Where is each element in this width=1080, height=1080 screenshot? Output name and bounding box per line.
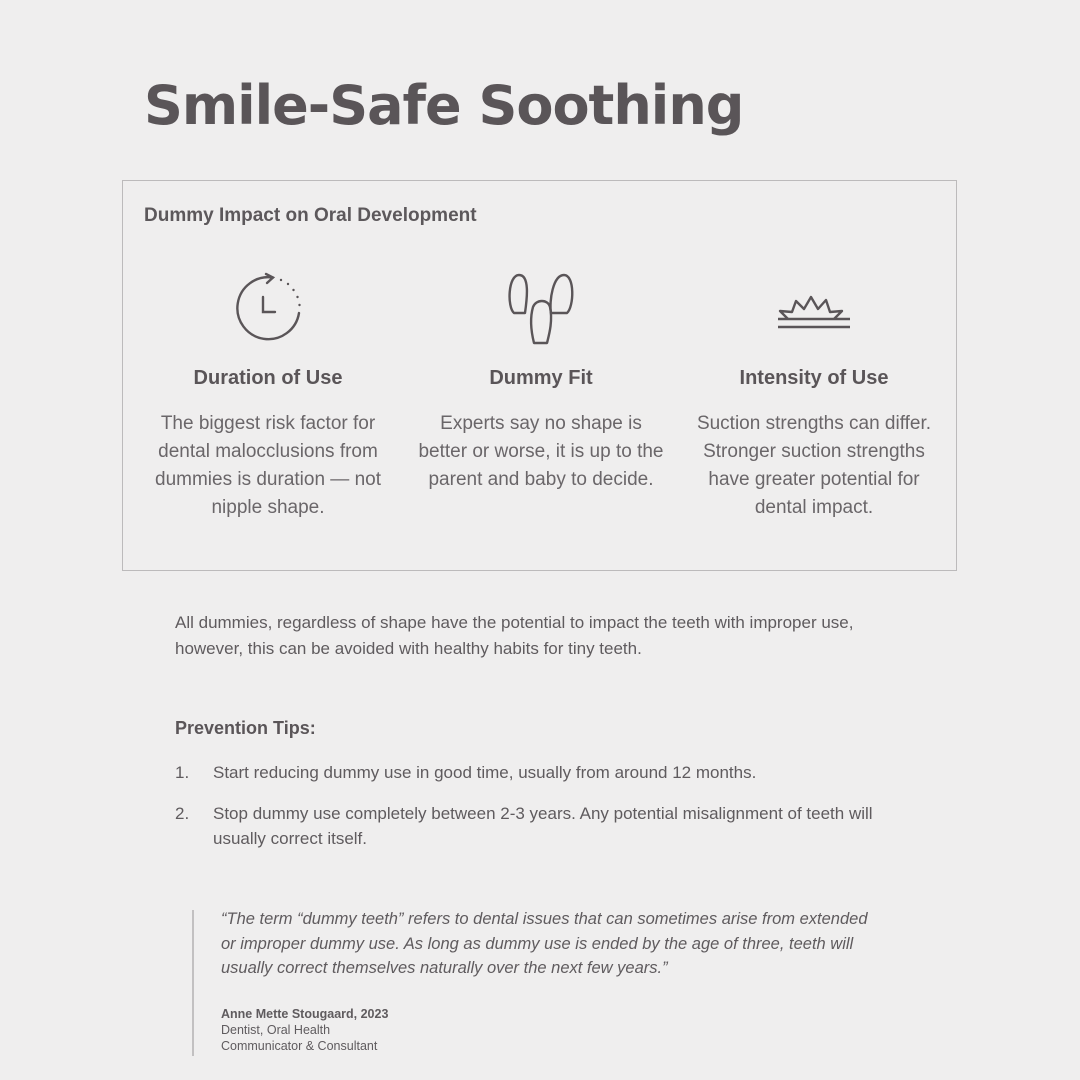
list-item (175, 801, 915, 851)
quote-attribution (221, 1006, 388, 1054)
column-title: Intensity of Use (739, 367, 889, 389)
quote-divider (192, 910, 194, 1056)
page-title: Smile-Safe Soothing (144, 74, 744, 137)
column-title: Duration of Use (193, 367, 343, 389)
info-card (122, 180, 957, 571)
column-text: Experts say no shape is better or worse, it is up to the parent and baby to decide. (418, 413, 664, 490)
dummy-shapes-icon (416, 269, 666, 349)
tips-list (175, 760, 915, 867)
list-number: 2. (175, 804, 190, 823)
intro-paragraph: All dummies, regardless of shape have the potential to impact the teeth with improper use, however, this can be avoided with healthy habits for tiny teeth. (175, 613, 854, 658)
clock-icon (143, 269, 393, 349)
list-text: Stop dummy use completely between 2-3 years. Any potential misalignment of teeth will usually correct itself. (213, 804, 873, 848)
column-intensity (689, 269, 939, 522)
burst-icon (689, 269, 939, 349)
author-name: Anne Mette Stougaard, 2023 (221, 1007, 389, 1021)
quote-text: “The term “dummy teeth” refers to dental issues that can sometimes arise from extended or improper dummy use. As long as dummy use is ended by the age of three, teeth will usually correct themselves naturally over the next few years.” (221, 910, 868, 977)
column-text: Suction strengths can differ. Stronger suction strengths have greater potential for dental impact. (696, 413, 932, 518)
column-title: Dummy Fit (489, 367, 593, 389)
tips-heading: Prevention Tips: (175, 718, 316, 738)
list-text: Start reducing dummy use in good time, usually from around 12 months. (213, 763, 757, 782)
list-item (175, 760, 915, 785)
card-heading: Dummy Impact on Oral Development (144, 205, 477, 226)
author-role-line: Dentist, Oral Health (221, 1023, 331, 1037)
column-text: The biggest risk factor for dental malocclusions from dummies is duration — not nipple shape. (155, 413, 381, 518)
column-fit (416, 269, 666, 494)
list-number: 1. (175, 763, 190, 782)
column-duration (143, 269, 393, 522)
author-role-line: Communicator & Consultant (221, 1039, 378, 1053)
